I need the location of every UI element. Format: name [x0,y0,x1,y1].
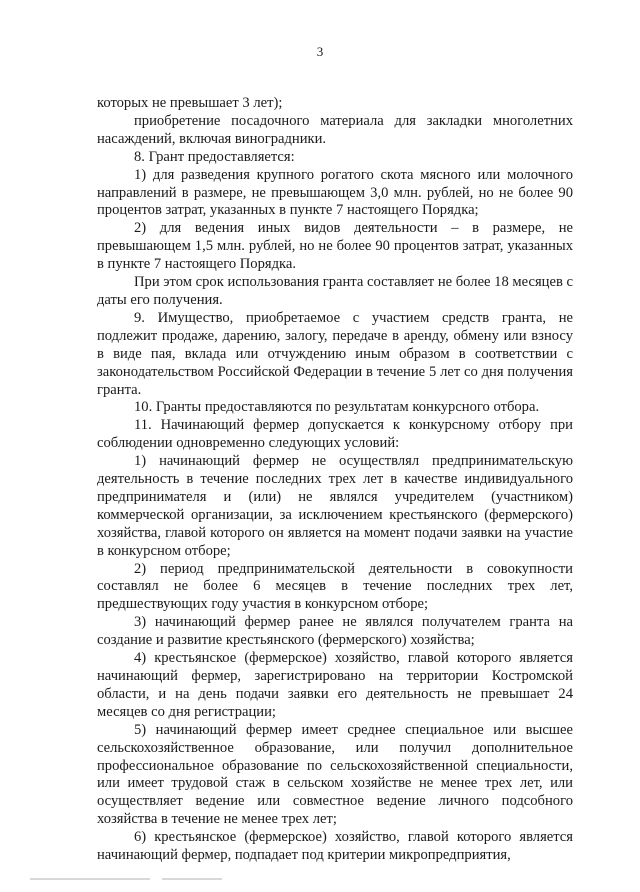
paragraph: 11. Начинающий фермер допускается к конкурсному отбору при соблюдении одновременно следующих условий: [97,417,573,452]
paragraph: 1) для разведения крупного рогатого скота мясного или молочного направлений в размере, не превышающем 3,0 млн. рублей, но не более 90 процентов затрат, указанных в пункте 7 настоящего Порядка; [97,166,573,219]
paragraph: 2) период предпринимательской деятельности в совокупности составлял не более 6 месяцев в течение последних трех лет, предшествующих году участия в конкурсном отборе; [97,560,573,613]
paragraph: 6) крестьянское (фермерское) хозяйство, главой которого является начинающий фермер, подпадает под критерии микропредприятия, [97,829,573,864]
document-body [97,95,573,865]
paragraph: которых не превышает 3 лет); [97,95,283,111]
page-number: 3 [316,44,324,59]
paragraph: 3) начинающий фермер ранее не являлся получателем гранта на создание и развитие крестьянского (фермерского) хозяйства; [97,614,573,649]
scan-artifact [30,878,150,880]
paragraph: При этом срок использования гранта составляет не более 18 месяцев с даты его получения. [97,274,573,308]
paragraph: 1) начинающий фермер не осуществлял предпринимательскую деятельность в течение последних трех лет в качестве индивидуального предпринимателя и (или) не являлся учредителем (участником) коммерческой организации, за исключением крестьянского (фермерского) хозяйства, главой которого он является на момент подачи заявки на участие в конкурсном отборе; [97,453,573,559]
paragraph: приобретение посадочного материала для закладки многолетних насаждений, включая виноградники. [97,112,573,147]
scan-artifact [162,878,222,880]
paragraph: 4) крестьянское (фермерское) хозяйство, главой которого является начинающий фермер, зарегистрировано на территории Костромской области, и на день подачи заявки его деятельность не превышает 24 месяцев со дня регистрации; [97,650,573,720]
paragraph: 8. Грант предоставляется: [134,148,295,165]
paragraph: 2) для ведения иных видов деятельности – в размере, не превышающем 1,5 млн. рублей, но не более 90 процентов затрат, указанных в пункте 7 настоящего Порядка. [97,220,573,273]
paragraph: 5) начинающий фермер имеет среднее специальное или высшее сельскохозяйственное образование, или получил дополнительное профессиональное образование по сельскохозяйственной специальности, или имеет трудовой стаж в сельском хозяйстве не менее трех лет, или осуществляет ведение или совместное ведение личного подсобного хозяйства в течение не менее трех лет; [97,721,573,828]
paragraph: 10. Гранты предоставляются по результатам конкурсного отбора. [134,399,540,416]
paragraph: 9. Имущество, приобретаемое с участием средств гранта, не подлежит продаже, дарению, залогу, передаче в аренду, обмену или взносу в виде пая, вклада или отчуждению иным образом в соответствии с законодательством Российской Федерации в течение 5 лет со дня получения гранта. [97,309,573,398]
